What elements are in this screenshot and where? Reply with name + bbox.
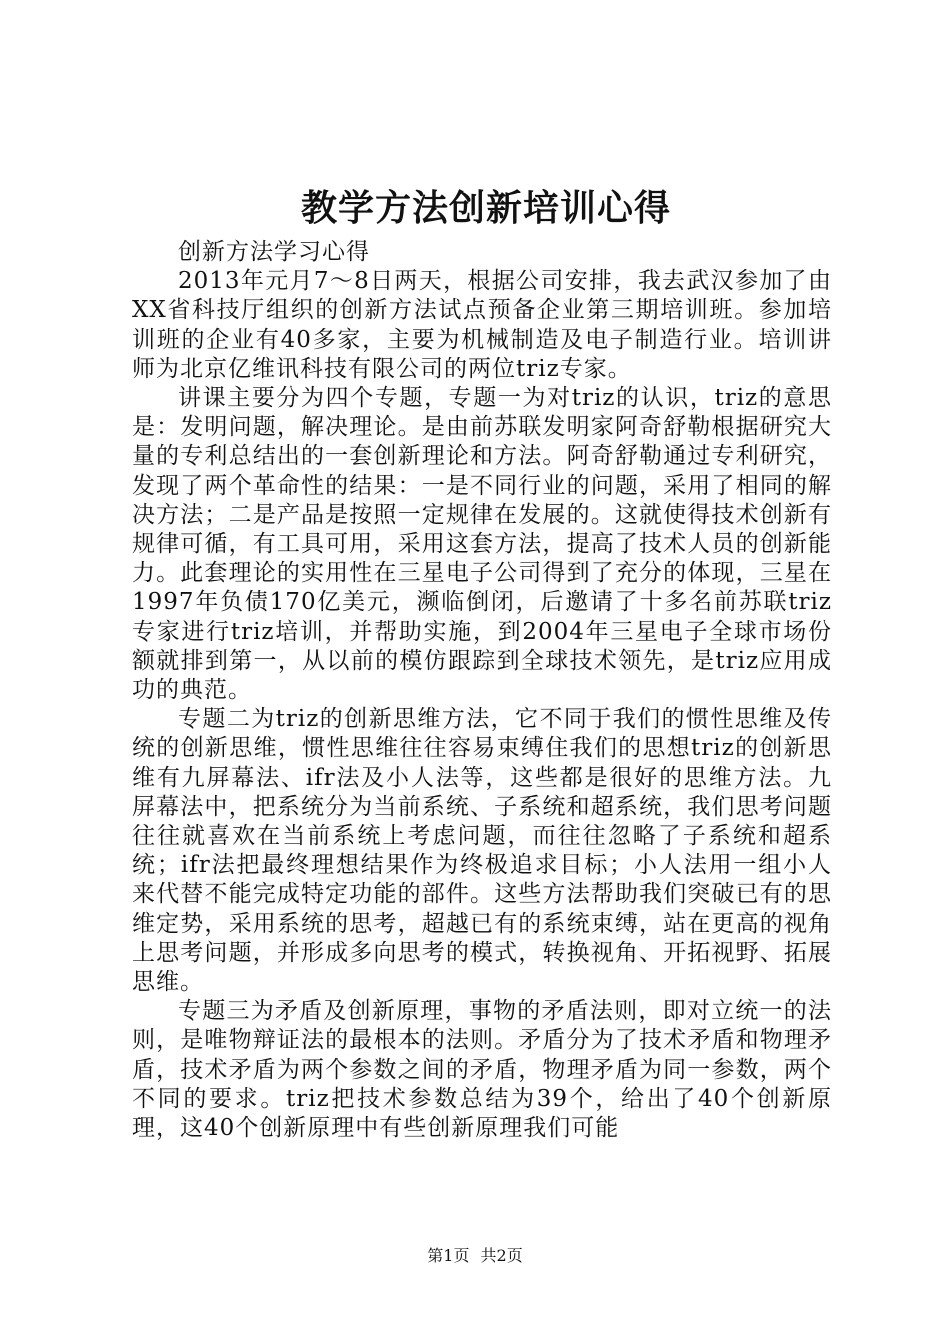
- page-total: 共2页: [480, 1246, 523, 1265]
- page-number: 第1页: [427, 1246, 470, 1265]
- paragraph: 专题二为triz的创新思维方法，它不同于我们的惯性思维及传统的创新思维，惯性思维往往容易束缚住我们的思想triz的创新思维有九屏幕法、ifr法及小人法等，这些都是很好的思维方法。九屏幕法中，把系统分为当前系统、子系统和超系统，我们思考问题往往就喜欢在当前系统上考虑问题，而往往忽略了子系统和超系统；ifr法把最终理想结果作为终极追求目标；小人法用一组小人来代替不能完成特定功能的部件。这些方法帮助我们突破已有的思维定势，采用系统的思考，超越已有的系统束缚，站在更高的视角上思考问题，并形成多向思考的模式，转换视角、开拓视野、拓展思维。: [132, 706, 832, 996]
- paragraph-subtitle: 创新方法学习心得: [178, 239, 370, 265]
- page-footer: [0, 1244, 950, 1268]
- paragraph: 讲课主要分为四个专题，专题一为对triz的认识，triz的意思是：发明问题，解决理论。是由前苏联发明家阿奇舒勒根据研究大量的专利总结出的一套创新理论和方法。阿奇舒勒通过专利研究，发现了两个革命性的结果：一是不同行业的问题，采用了相同的解决方法；二是产品是按照一定规律在发展的。这就使得技术创新有规律可循，有工具可用，采用这套方法，提高了技术人员的创新能力。此套理论的实用性在三星电子公司得到了充分的体现，三星在1997年负债170亿美元，濒临倒闭，后邀请了十多名前苏联triz专家进行triz培训，并帮助实施，到2004年三星电子全球市场份额就排到第一，从以前的模仿跟踪到全球技术领先，是triz应用成功的典范。: [132, 385, 832, 704]
- document-body: [132, 238, 832, 1143]
- paragraph: 2013年元月7～8日两天，根据公司安排，我去武汉参加了由XX省科技厅组织的创新方法试点预备企业第三期培训班。参加培训班的企业有40多家，主要为机械制造及电子制造行业。培训讲师为北京亿维讯科技有限公司的两位triz专家。: [132, 268, 832, 382]
- paragraph: 专题三为矛盾及创新原理，事物的矛盾法则，即对立统一的法则，是唯物辩证法的最根本的法则。矛盾分为了技术矛盾和物理矛盾，技术矛盾为两个参数之间的矛盾，物理矛盾为同一参数，两个不同的要求。triz把技术参数总结为39个，给出了40个创新原理，这40个创新原理中有些创新原理我们可能: [132, 998, 832, 1142]
- document-title: 教学方法创新培训心得: [300, 187, 671, 229]
